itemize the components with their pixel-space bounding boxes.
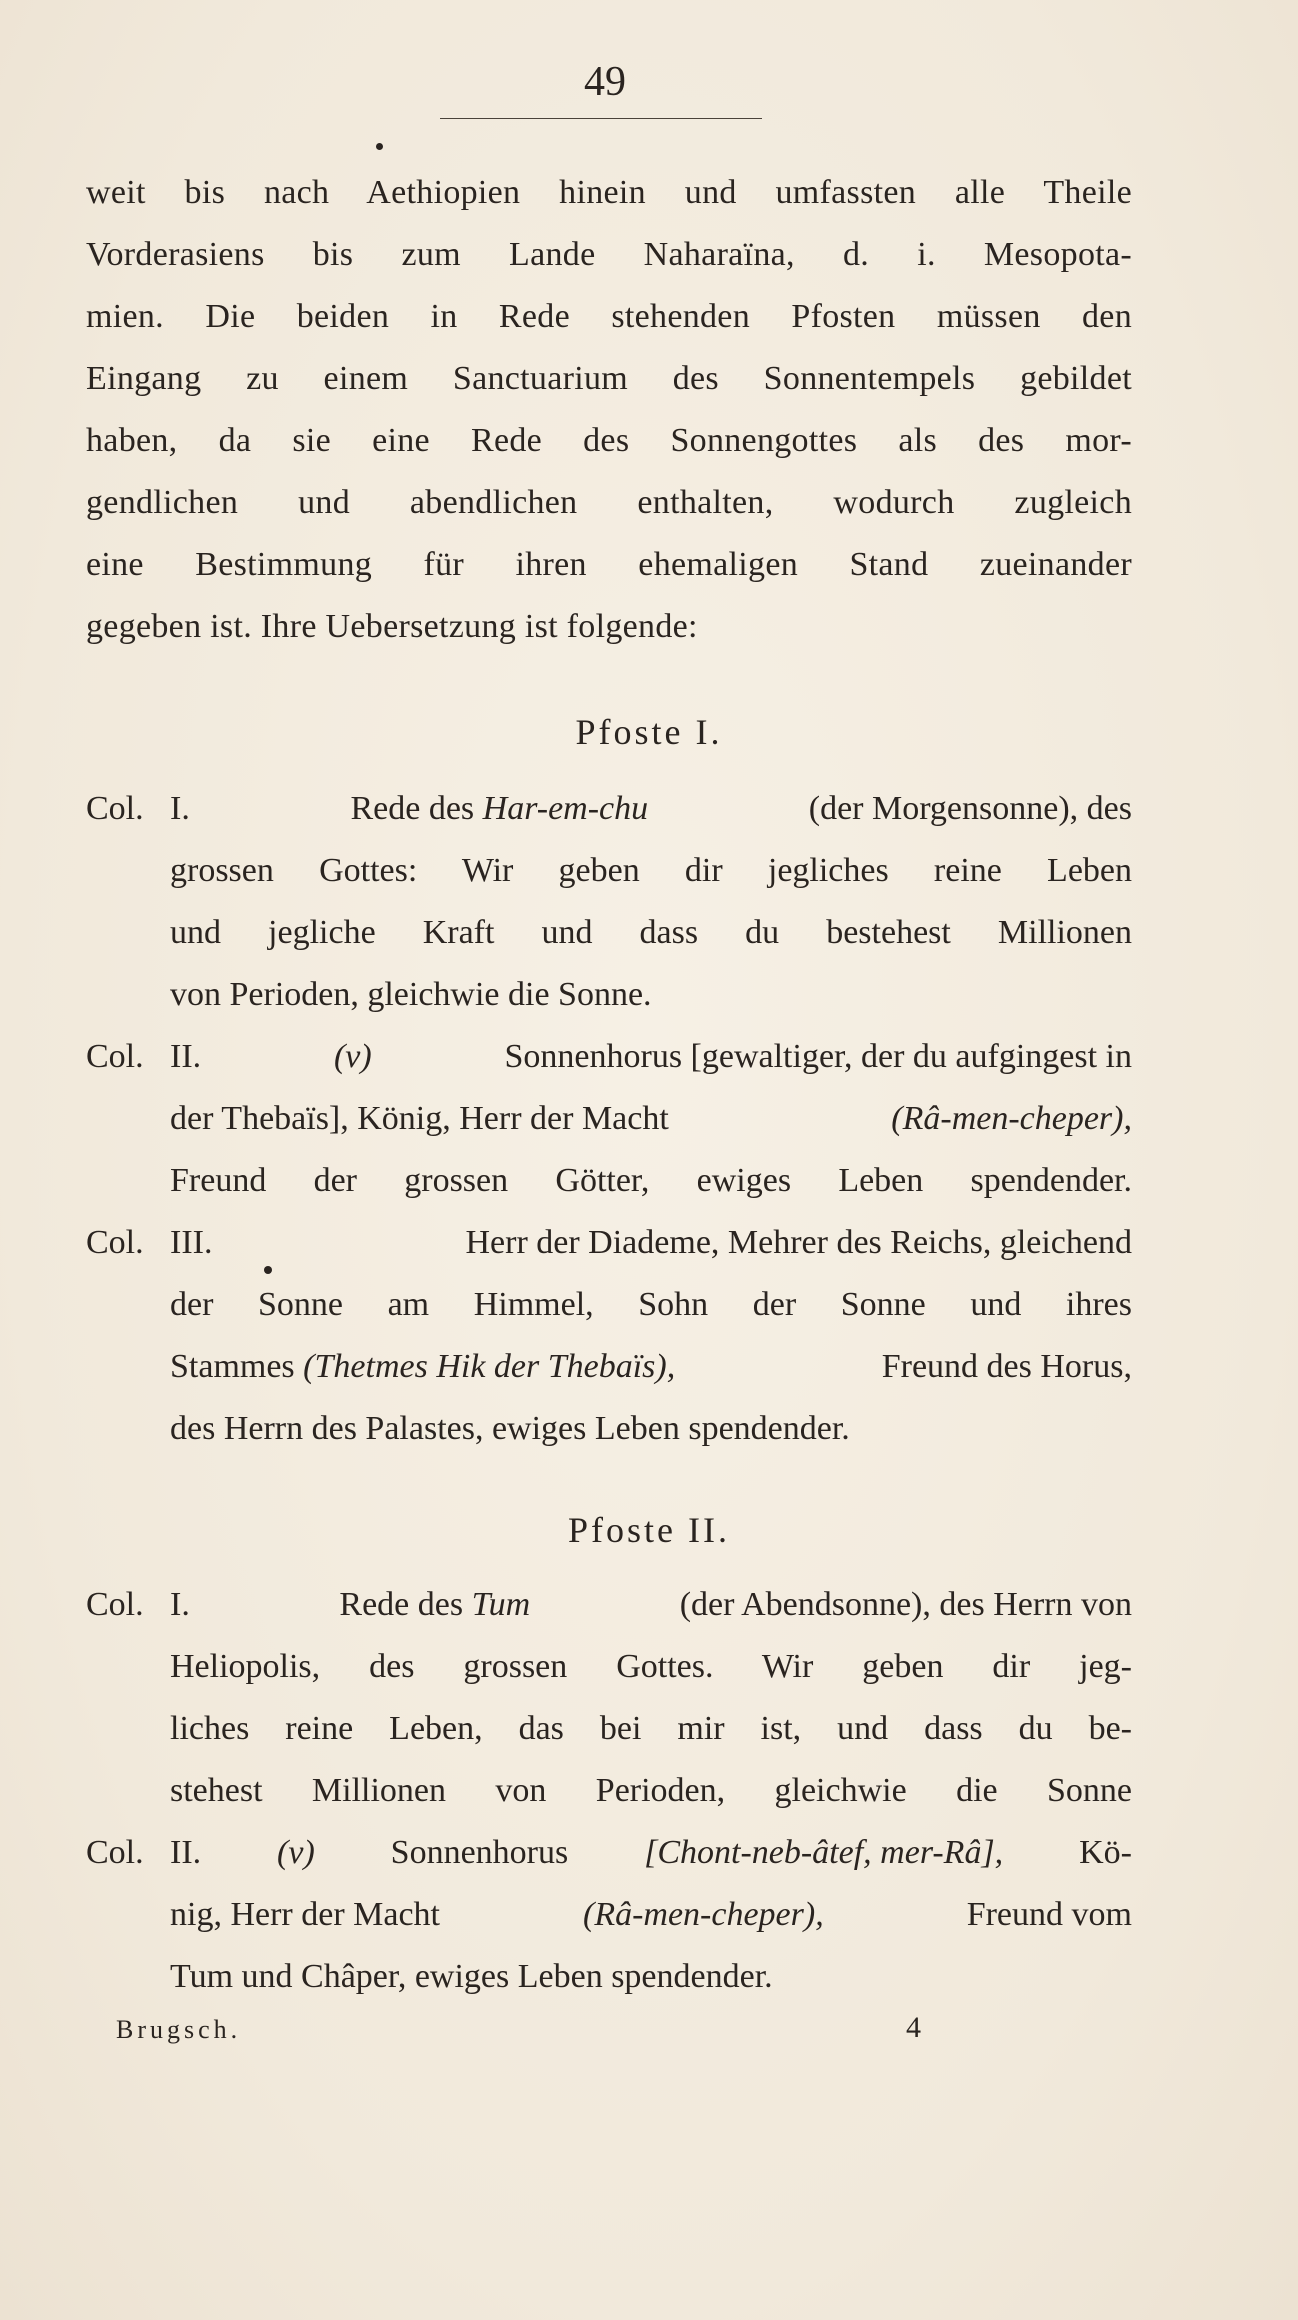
- intro-paragraph: [86, 162, 1132, 658]
- text-line: Heliopolis, des grossen Gottes. Wir geben dir jeg-: [170, 1648, 1132, 1685]
- footer-author: Brugsch.: [116, 2015, 242, 2044]
- text-line: der Sonne am Himmel, Sohn der Sonne und ihres: [170, 1286, 1132, 1323]
- section-heading-pfoste-1: Pfoste I.: [575, 712, 723, 752]
- pfoste1-col1: [170, 778, 1132, 1026]
- pfoste2-col2: [170, 1822, 1132, 2008]
- text-line: des Herrn des Palastes, ewiges Leben spendender.: [170, 1410, 850, 1447]
- text-line: und jegliche Kraft und dass du bestehest Millionen: [170, 914, 1132, 951]
- text-line: Tum und Châper, ewiges Leben spendender.: [170, 1958, 773, 1995]
- text-line: von Perioden, gleichwie die Sonne.: [170, 976, 652, 1013]
- text-line: Freund der grossen Götter, ewiges Leben spendender.: [170, 1162, 1132, 1199]
- intro-line: Eingang zu einem Sanctuarium des Sonnentempels gebildet: [86, 360, 1132, 397]
- pfoste1-col3: [170, 1212, 1132, 1460]
- text-line: der Thebaïs], König, Herr der Macht (Râ-men-cheper),: [170, 1100, 1132, 1137]
- intro-line: Vorderasiens bis zum Lande Naharaïna, d. i. Mesopota-: [86, 236, 1132, 273]
- text-line: grossen Gottes: Wir geben dir jegliches reine Leben: [170, 852, 1132, 889]
- section-heading-pfoste-2: Pfoste II.: [568, 1510, 730, 1550]
- text-line: I. Rede des Har-em-chu (der Morgensonne), des: [170, 790, 1132, 827]
- intro-line: gegeben ist. Ihre Uebersetzung ist folgende:: [86, 608, 698, 645]
- text-line: Stammes (Thetmes Hik der Thebaïs), Freund des Horus,: [170, 1348, 1132, 1385]
- intro-line: weit bis nach Aethiopien hinein und umfassten alle Theile: [86, 174, 1132, 211]
- col-label: Col.: [86, 790, 144, 827]
- text-line: stehest Millionen von Perioden, gleichwie die Sonne: [170, 1772, 1132, 1809]
- footer-signature: 4: [906, 2011, 921, 2044]
- text-line: III. Herr der Diademe, Mehrer des Reichs, gleichend: [170, 1224, 1132, 1261]
- text-line: I. Rede des Tum (der Abendsonne), des Herrn von: [170, 1586, 1132, 1623]
- intro-line: gendlichen und abendlichen enthalten, wodurch zugleich: [86, 484, 1132, 521]
- intro-line: eine Bestimmung für ihren ehemaligen Stand zueinander: [86, 546, 1132, 583]
- col-label: Col.: [86, 1038, 144, 1075]
- intro-line: haben, da sie eine Rede des Sonnengottes als des mor-: [86, 422, 1132, 459]
- ink-speck: [264, 1266, 272, 1274]
- text-line: II. (v) Sonnenhorus [gewaltiger, der du aufgingest in: [170, 1038, 1132, 1075]
- text-line: II. (v) Sonnenhorus [Chont-neb-âtef, mer-Râ], Kö-: [170, 1834, 1132, 1871]
- pfoste1-col2: [170, 1026, 1132, 1212]
- col-label: Col.: [86, 1586, 144, 1623]
- col-label: Col.: [86, 1834, 144, 1871]
- intro-line: mien. Die beiden in Rede stehenden Pfosten müssen den: [86, 298, 1132, 335]
- ink-speck: [376, 143, 383, 150]
- text-line: nig, Herr der Macht (Râ-men-cheper), Freund vom: [170, 1896, 1132, 1933]
- col-label: Col.: [86, 1224, 144, 1261]
- header-rule: [440, 118, 762, 119]
- text-line: liches reine Leben, das bei mir ist, und dass du be-: [170, 1710, 1132, 1747]
- pfoste2-col1: [170, 1574, 1132, 1822]
- page-number: 49: [584, 59, 626, 105]
